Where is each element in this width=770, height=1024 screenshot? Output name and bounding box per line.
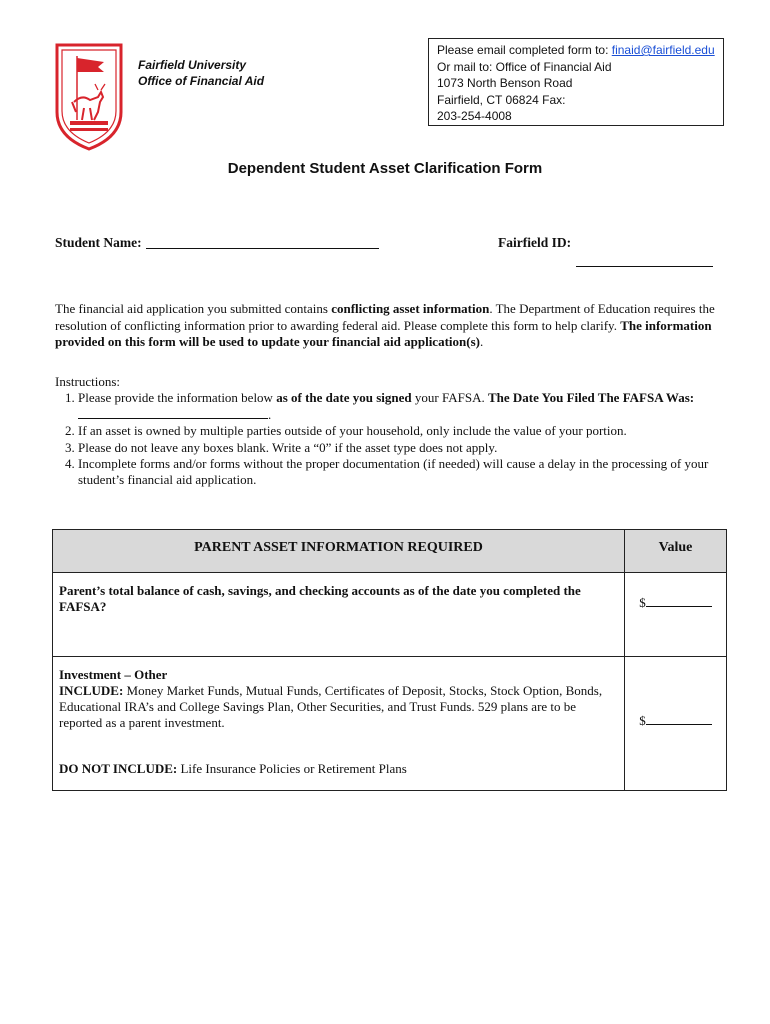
include-label: INCLUDE: [59,683,124,698]
instruction-item-1 [78,390,725,423]
email-prefix: Please email completed form to: [437,43,612,57]
table-row [53,573,727,657]
investment-title: Investment – Other [59,667,168,682]
intro-text-2: . The Department of Education requires the resolution of conflicting information prior to awarding federal aid. Please complete this form to help clarify. [55,301,715,333]
investment-value-cell [625,657,727,791]
email-line [437,42,715,59]
instruction-item-2: 2. If an asset is owned by multiple parties outside of your household, only include the value of your portion. [78,423,725,439]
dollar-sign: $ [639,595,646,610]
street-line: 1073 North Benson Road [437,76,573,91]
instruction-item-3: 3. Please do not leave any boxes blank. Write a “0” if the asset type does not apply. [78,440,725,456]
intro-bold-2: The information provided on this form will be used to update your financial aid application(s) [55,317,712,350]
fairfield-id-label: Fairfield ID: [498,235,572,250]
cash-savings-question [53,573,625,657]
investment-value-field[interactable] [646,713,712,725]
student-name-label: Student Name: [55,235,142,250]
table-header-value: Value [625,530,727,573]
form-title: Dependent Student Asset Clarification Form [227,160,543,177]
contact-box [428,38,724,126]
intro-text-1: The financial aid application you submitted contains [55,301,332,316]
fax-number: 203-254-4008 [437,109,512,124]
fairfield-logo-icon [54,42,124,152]
intro-text-3: . [479,334,484,350]
student-name-field[interactable] [146,248,379,249]
include-text: Money Market Funds, Mutual Funds, Certificates of Deposit, Stocks, Stock Option, Bonds, Educational IRA’s and College Savings Plan, Other Securities, and Trust Funds. 529 plans are to be reported as a parent investment. [59,683,603,730]
instructions-list [55,390,725,488]
intro-bold-1: conflicting asset information [331,301,490,316]
cash-savings-value-cell [625,573,727,657]
instruction-item-4: 4. Incomplete forms and/or forms without the proper documentation (if needed) will cause a delay in the processing of your student’s financial aid application. [78,456,725,489]
mail-line: Or mail to: Office of Financial Aid [437,59,612,74]
item1-bold: as of the date you signed [276,390,412,406]
fafsa-date-field[interactable] [78,407,268,419]
table-header-row [53,530,727,573]
table-header-asset: PARENT ASSET INFORMATION REQUIRED [53,530,625,573]
item1-text: Please provide the information below [78,390,277,406]
exclude-text: Life Insurance Policies or Retirement Plans [177,761,407,776]
university-heading [138,57,264,89]
cash-savings-value-field[interactable] [646,595,712,607]
email-link[interactable]: finaid@fairfield.edu [611,43,715,57]
cash-savings-text: Parent’s total balance of cash, savings, and checking accounts as of the date you completed the FAFSA? [59,583,581,614]
fairfield-id-field[interactable] [576,266,713,267]
item1-end: . [268,406,272,422]
university-name: Fairfield University [138,58,247,72]
intro-paragraph [55,301,725,351]
item1-text-b: your FAFSA. [411,390,488,406]
city-fax-line: Fairfield, CT 06824 Fax: [437,92,566,107]
exclude-label: DO NOT INCLUDE: [59,761,178,776]
investment-question [53,657,625,791]
asset-table [52,529,727,791]
fafsa-date-label: The Date You Filed The FAFSA Was: [487,390,695,406]
instructions [55,374,725,489]
table-row [53,657,727,791]
dollar-sign: $ [639,713,646,728]
instructions-heading: Instructions: [55,374,120,389]
office-name: Office of Financial Aid [138,74,265,88]
